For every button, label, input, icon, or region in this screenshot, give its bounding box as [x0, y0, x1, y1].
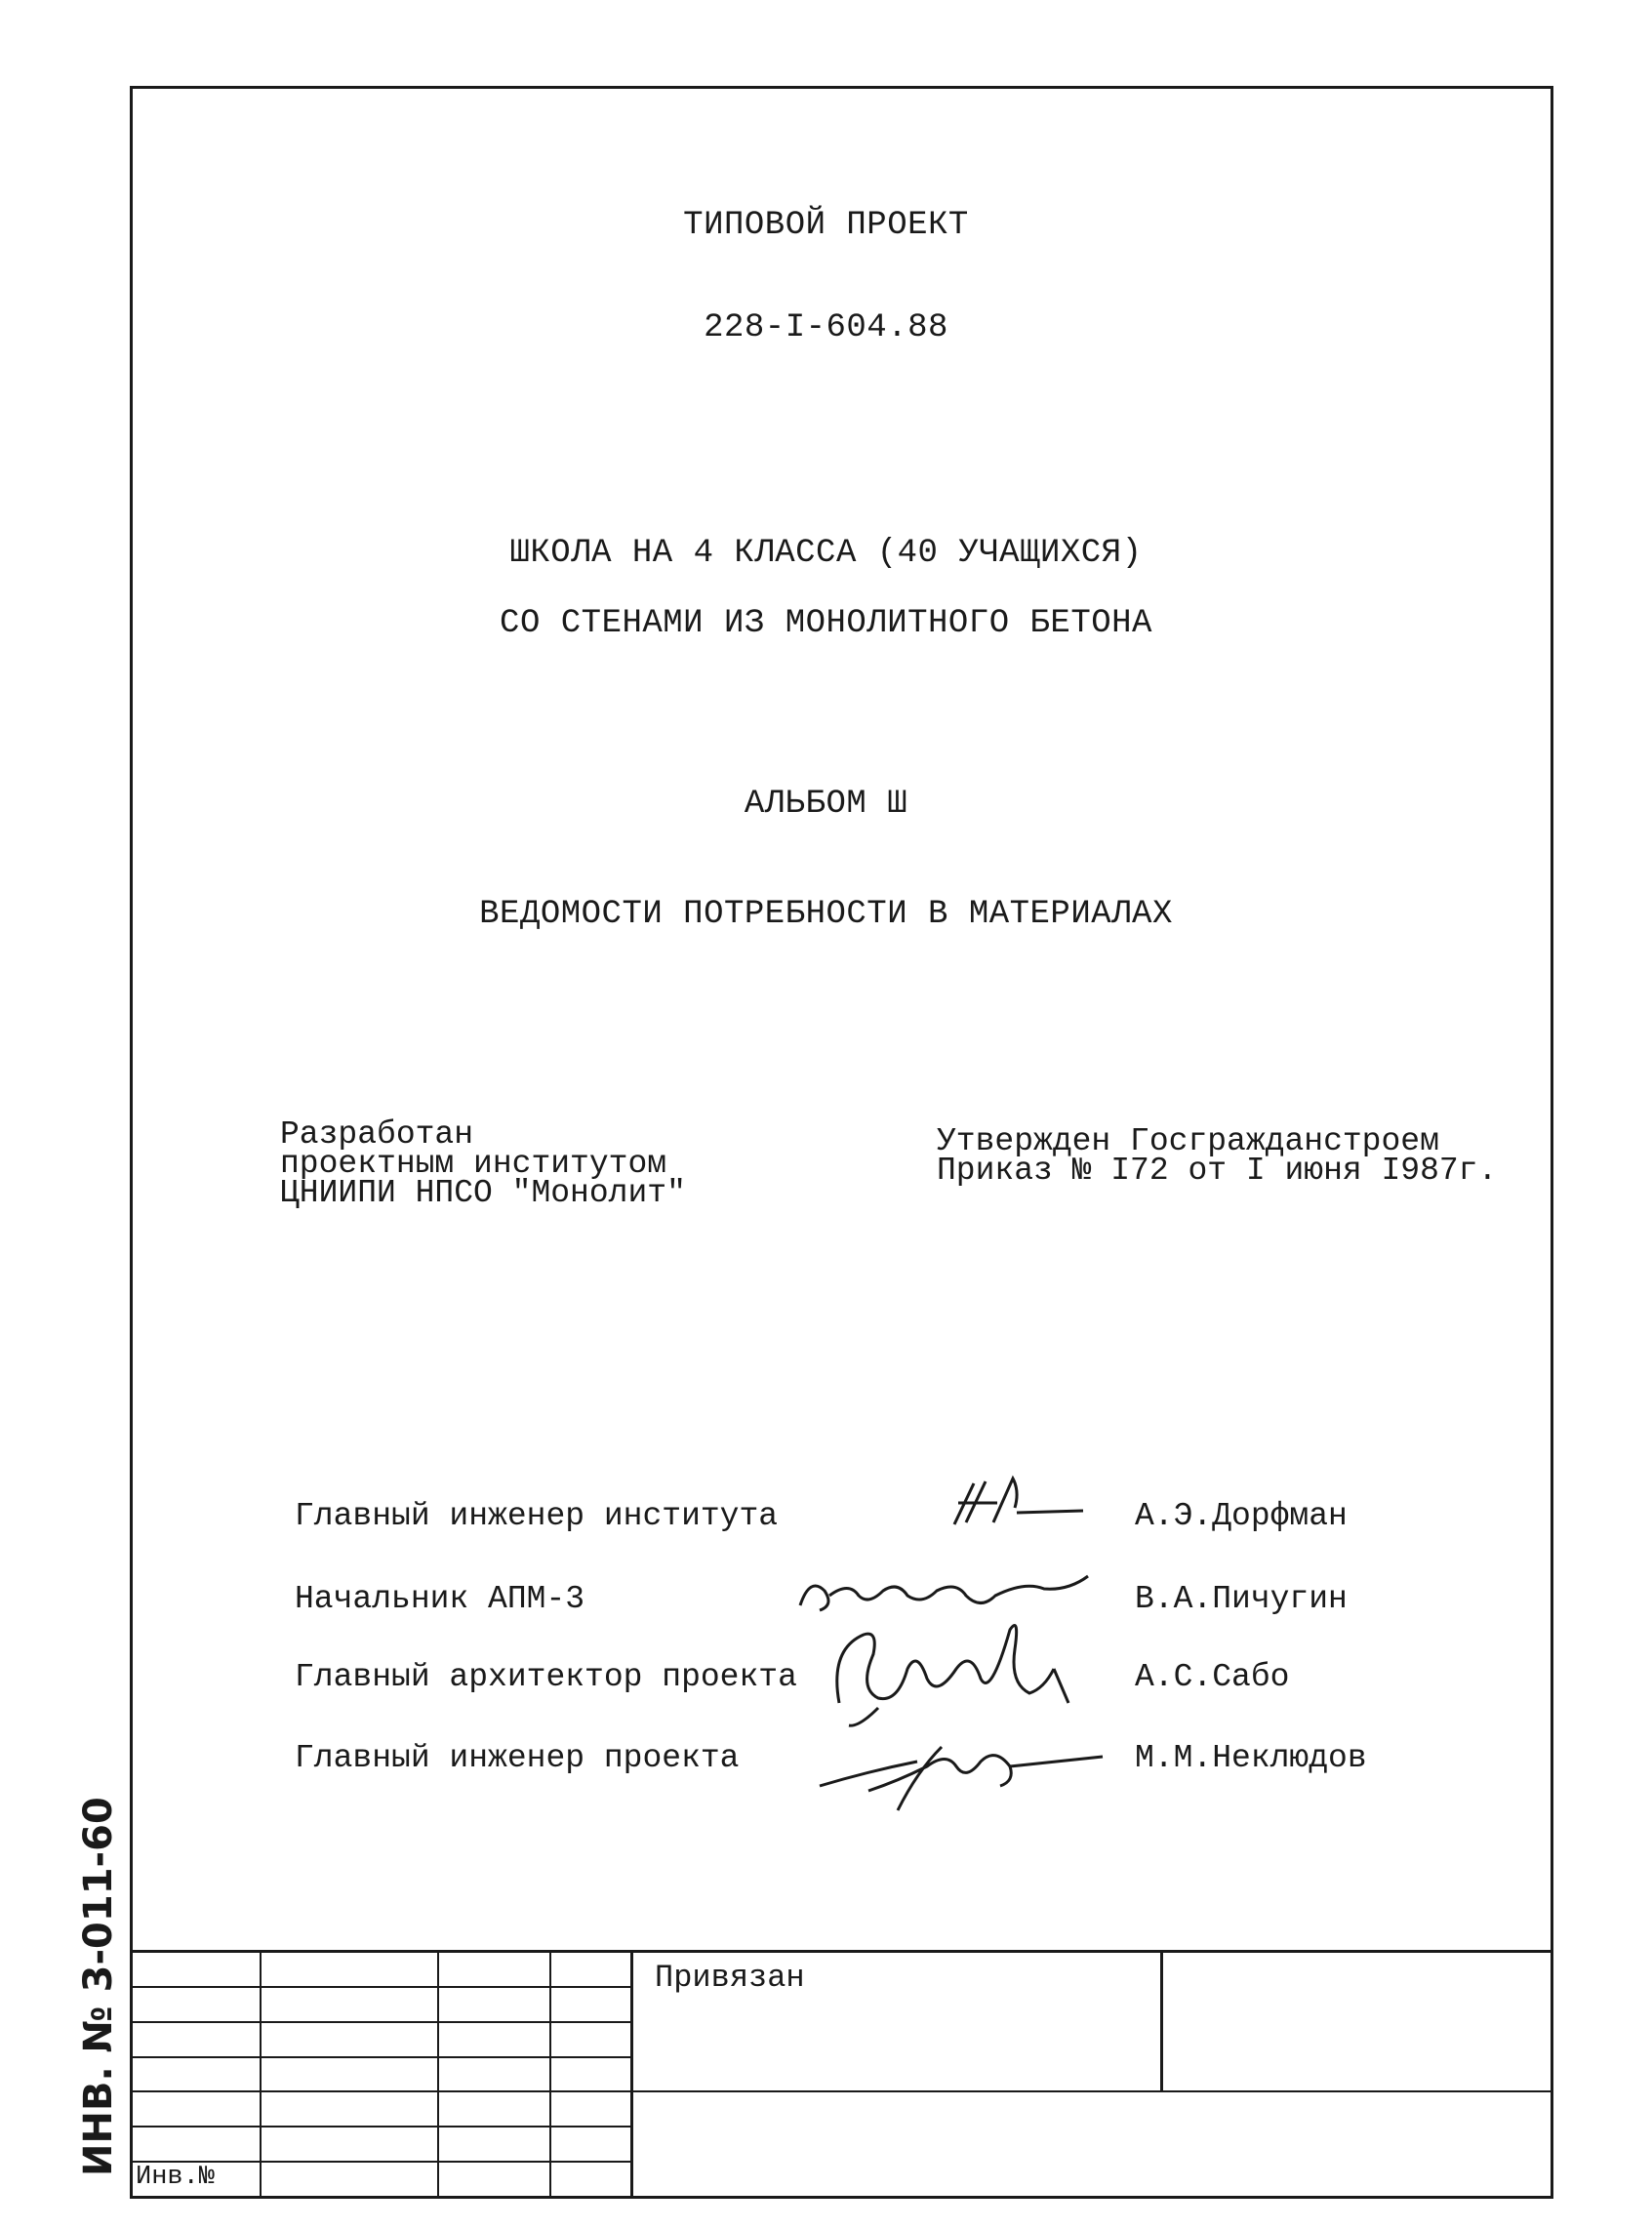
tb-line [549, 1950, 551, 2199]
tb-line [130, 1950, 1553, 1953]
tb-line [1160, 1950, 1163, 2090]
signatory-name-3: А.С.Сабо [1135, 1659, 1290, 1695]
signatory-name-4: М.М.Неклюдов [1135, 1740, 1367, 1776]
tb-line [437, 1950, 439, 2199]
signatory-role-2: Начальник АПМ-3 [295, 1581, 585, 1617]
developer-line-1: Разработан [280, 1116, 474, 1153]
tb-line [130, 2056, 632, 2058]
tb-line [260, 1950, 262, 2199]
linked-label: Привязан [655, 1960, 805, 1996]
developer-line-2: проектным институтом [280, 1146, 667, 1182]
approval-line-1: Утвержден Госгражданстроем [937, 1123, 1439, 1159]
signatory-role-4: Главный инженер проекта [295, 1740, 740, 1776]
title-line-2: СО СТЕНАМИ ИЗ МОНОЛИТНОГО БЕТОНА [500, 605, 1152, 642]
approval-block [937, 1123, 1498, 1189]
tb-line [130, 2126, 632, 2128]
developer-block [280, 1116, 686, 1211]
title-block [130, 1950, 1553, 2199]
signatory-role-3: Главный архитектор проекта [295, 1659, 797, 1695]
title-line-1: ШКОЛА НА 4 КЛАССА (40 УЧАЩИХСЯ) [509, 535, 1143, 572]
signatory-name-2: В.А.Пичугин [1135, 1581, 1348, 1617]
inventory-label: Инв.№ [136, 2163, 216, 2192]
document-type-label: ТИПОВОЙ ПРОЕКТ [683, 207, 969, 244]
inventory-stamp [62, 1776, 131, 2186]
tb-line [130, 2090, 1553, 2092]
approval-line-2: Приказ № I72 от I июня I987г. [937, 1153, 1498, 1189]
signatory-name-1: А.Э.Дорфман [1135, 1498, 1348, 1534]
signature-4-mark [810, 1713, 1112, 1820]
inventory-stamp-text: ИНВ. № 3-011-60 [76, 1797, 121, 2176]
album-label: АЛЬБОМ Ш [744, 786, 908, 823]
project-number: 228-I-604.88 [704, 309, 948, 346]
developer-line-3: ЦНИИПИ НПСО "Монолит" [280, 1175, 686, 1211]
tb-line [130, 2021, 632, 2023]
signatory-role-1: Главный инженер института [295, 1498, 779, 1534]
album-subtitle: ВЕДОМОСТИ ПОТРЕБНОСТИ В МАТЕРИАЛАХ [479, 896, 1173, 933]
tb-line [630, 1950, 633, 2199]
signature-1-mark [937, 1464, 1093, 1542]
tb-line [130, 1986, 632, 1988]
